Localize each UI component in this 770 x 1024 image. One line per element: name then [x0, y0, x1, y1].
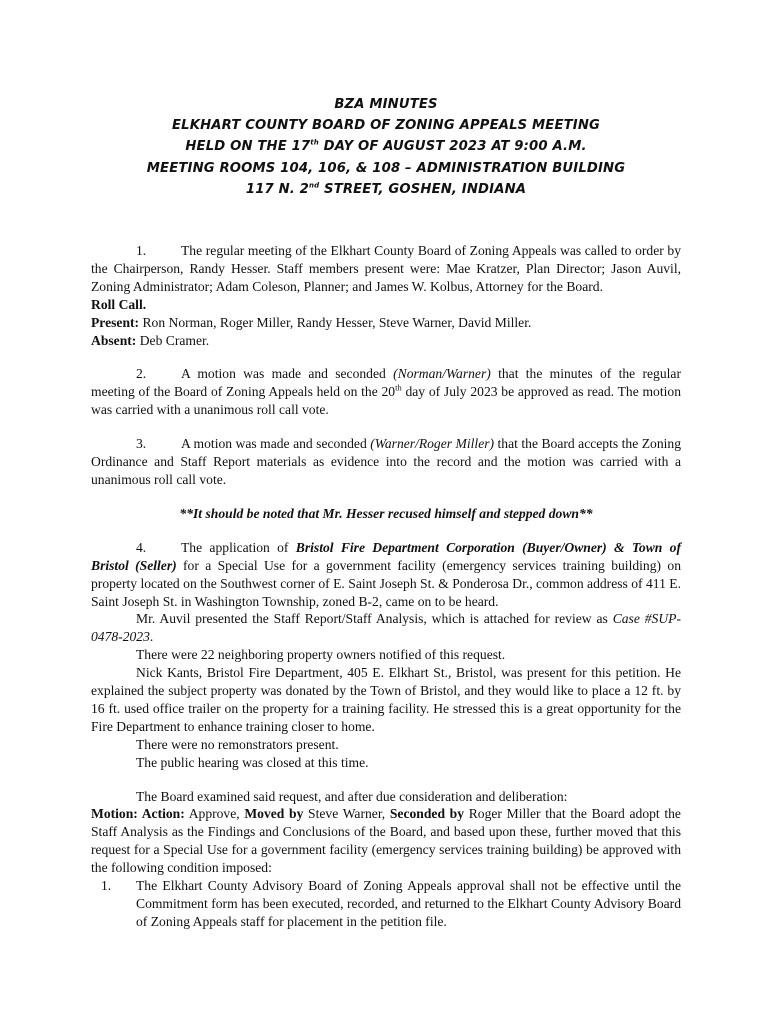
condition-item [91, 877, 681, 931]
item-4-paragraph: 4. The application of Bristol Fire Department Corporation (Buyer/Owner) & Town of Bristol (Seller) for a Special Use for a government facility (emergency services training building) on property located on the Southwest corner of E. Saint Joseph St. & Ponderosa Dr., common address of 411 E. Saint Joseph St. in Washington Township, zoned B-2, came on to be heard. [91, 539, 681, 609]
applicant-name: Bristol Fire Department Corporation (Buyer/Owner) & Town of Bristol (Seller) [91, 539, 681, 573]
staff-report-paragraph: Mr. Auvil presented the Staff Report/Staff Analysis, which is attached for review as Case #SUP-0478-2023. [91, 611, 681, 645]
roll-call-heading: Roll Call. [91, 296, 147, 312]
motion-paragraph: Motion: Action: Approve, Moved by Steve Warner, Seconded by Roger Miller that the Board adopt the Staff Analysis as the Findings and Conclusions of the Board, and based upon these, further moved that this request for a Special Use for a government facility (emergency services training building) be approved with the following condition imposed: [91, 806, 681, 876]
condition-text: The Elkhart County Advisory Board of Zoning Appeals approval shall not be effective until the Commitment form has been executed, recorded, and returned to the Elkhart County Advisory Board of Zoning Appeals staff for placement in the petition file. [136, 878, 681, 929]
header-meeting-date: HELD ON THE 17th DAY OF AUGUST 2023 AT 9:00 A.M. [185, 139, 587, 155]
examined-paragraph: The Board examined said request, and after due consideration and deliberation: [136, 788, 568, 804]
present-line: Present: Ron Norman, Roger Miller, Randy Hesser, Steve Warner, David Miller. [91, 314, 532, 330]
recusal-note: **It should be noted that Mr. Hesser recused himself and stepped down** [179, 505, 593, 521]
item-number: 4. [136, 539, 147, 555]
header-meeting-rooms: MEETING ROOMS 104, 106, & 108 – ADMINISTRATION BUILDING [146, 160, 626, 176]
item-number: 1. [136, 243, 147, 259]
remonstrators-paragraph: There were no remonstrators present. [136, 736, 339, 752]
item-number: 3. [136, 436, 147, 452]
header-title: BZA MINUTES [334, 97, 438, 112]
hearing-closed-paragraph: The public hearing was closed at this time. [136, 754, 369, 770]
case-number: Case #SUP-0478-2023 [91, 611, 681, 645]
header-address: 117 N. 2nd STREET, GOSHEN, INDIANA [245, 181, 527, 197]
item-3-paragraph: 3. A motion was made and seconded (Warner/Roger Miller) that the Board accepts the Zoning Ordinance and Staff Report materials as evidence into the record and the motion was carried with a unanimous roll call vote. [91, 436, 681, 487]
absent-line: Absent: Deb Cramer. [91, 332, 210, 348]
condition-number: 1. [101, 878, 112, 894]
item-number: 2. [136, 366, 147, 382]
notified-paragraph: There were 22 neighboring property owners notified of this request. [136, 647, 506, 663]
item-1-paragraph: 1. The regular meeting of the Elkhart County Board of Zoning Appeals was called to order by the Chairperson, Randy Hesser. Staff members present were: Mae Kratzer, Plan Director; Jason Auvil, Zoning Administrator; Adam Coleson, Planner; and James W. Kolbus, Attorney for the Board. [91, 243, 681, 294]
header-board-name: ELKHART COUNTY BOARD OF ZONING APPEALS MEETING [172, 118, 600, 134]
testimony-paragraph: Nick Kants, Bristol Fire Department, 405 E. Elkhart St., Bristol, was present for this petition. He explained the subject property was donated by the Town of Bristol, and they would like to place a 12 ft. by 16 ft. used office trailer on the property for a training facility. He stressed this is a great opportunity for the Fire Department to enhance training closer to home. [91, 665, 681, 734]
minutes-page [91, 94, 681, 931]
document-header [91, 94, 681, 200]
item-2-paragraph: 2. A motion was made and seconded (Norman/Warner) that the minutes of the regular meeting of the Board of Zoning Appeals held on the 20th day of July 2023 be approved as read. The motion was carried with a unanimous roll call vote. [91, 366, 682, 418]
